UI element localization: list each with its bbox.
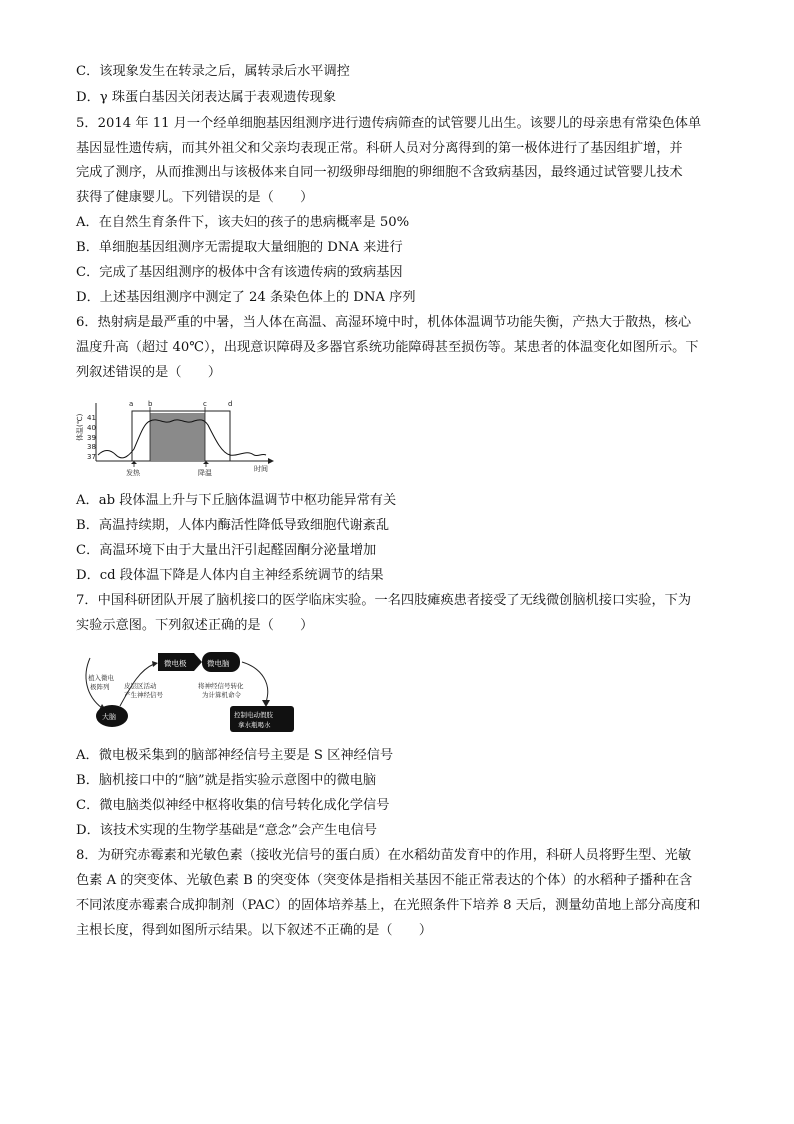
event-fever: 发热 xyxy=(126,469,140,477)
cortex-label-2: 产生神经信号 xyxy=(124,691,163,699)
point-label-b: b xyxy=(148,400,153,408)
brain-label: 大脑 xyxy=(102,713,116,721)
q5-stem-line2: 基因显性遗传病，而其外祖父和父亲均表现正常。科研人员对分离得到的第一极体进行了基因组扩增，并 xyxy=(76,141,683,156)
q8-stem-line4: 主根长度，得到如图所示结果。以下叙述不正确的是（ ） xyxy=(76,923,433,938)
body-temperature-figure xyxy=(78,397,278,477)
computer-label: 微电脑 xyxy=(207,659,230,668)
q7-stem-line1: 7．中国科研团队开展了脑机接口的医学临床实验。一名四肢瘫痪患者接受了无线微创脑机接口实验，下为 xyxy=(76,593,692,608)
convert-label-1: 将神经信号转化 xyxy=(198,682,244,690)
q5-option-c: C．完成了基因组测序的极体中含有该遗传病的致病基因 xyxy=(76,265,403,280)
y-tick-38: 38 xyxy=(87,443,96,451)
event-cooling: 降温 xyxy=(198,469,212,477)
q7-option-b: B．脑机接口中的“脑”就是指实验示意图中的微电脑 xyxy=(76,773,377,788)
q5-option-b: B．单细胞基因组测序无需提取大量细胞的 DNA 来进行 xyxy=(76,240,403,255)
point-label-a: a xyxy=(129,400,134,408)
cortex-label-1: 皮层区活动 xyxy=(124,682,157,690)
q5-option-d: D．上述基因组测序中测定了 24 条染色体上的 DNA 序列 xyxy=(76,290,416,305)
implant-label-2: 极阵列 xyxy=(90,683,110,691)
q8-stem-line2: 色素 A 的突变体、光敏色素 B 的突变体（突变体是指相关基因不能正常表达的个体）的水稻种子播种在含 xyxy=(76,873,693,888)
point-label-d: d xyxy=(228,400,233,408)
y-tick-40: 40 xyxy=(87,424,96,432)
point-label-c: c xyxy=(203,400,207,408)
control-label-1: 控制电动假肢 xyxy=(234,711,273,719)
q8-stem-line1: 8．为研究赤霉素和光敏色素（接收光信号的蛋白质）在水稻幼苗发育中的作用，科研人员将野生型、光敏 xyxy=(76,848,692,863)
q7-option-a: A．微电极采集到的脑部神经信号主要是 S 区神经信号 xyxy=(76,748,394,763)
y-tick-41: 41 xyxy=(87,414,96,422)
q5-stem-line3: 完成了测序，从而推测出与该极体来自同一初级卵母细胞的卵细胞不含致病基因，最终通过试管婴儿技术 xyxy=(76,165,683,180)
q5-option-a: A．在自然生育条件下，该夫妇的孩子的患病概率是 50% xyxy=(76,215,410,230)
bci-schematic-figure xyxy=(80,648,310,738)
q6-stem-line3: 列叙述错误的是（ ） xyxy=(76,365,222,380)
implant-label-1: 植入微电 xyxy=(88,674,114,682)
q6-option-b: B．高温持续期，人体内酶活性降低导致细胞代谢紊乱 xyxy=(76,518,390,533)
option-c-q4: C．该现象发生在转录之后，属转录后水平调控 xyxy=(76,64,350,79)
y-tick-37: 37 xyxy=(87,453,96,461)
q6-stem-line1: 6．热射病是最严重的中暑，当人体在高温、高湿环境中时，机体体温调节功能失衡，产热大于散热，核心 xyxy=(76,315,692,330)
q7-option-d: D．该技术实现的生物学基础是“意念”会产生电信号 xyxy=(76,823,377,838)
q6-option-d: D．cd 段体温下降是人体内自主神经系统调节的结果 xyxy=(76,568,384,583)
q6-option-c: C．高温环境下由于大量出汗引起醛固酮分泌量增加 xyxy=(76,543,377,558)
q6-option-a: A．ab 段体温上升与下丘脑体温调节中枢功能异常有关 xyxy=(76,493,397,508)
convert-label-2: 为计算机命令 xyxy=(202,691,241,699)
q7-stem-line2: 实验示意图。下列叙述正确的是（ ） xyxy=(76,618,314,633)
y-tick-39: 39 xyxy=(87,434,96,442)
q6-stem-line2: 温度升高（超过 40℃），出现意识障碍及多器官系统功能障碍甚至损伤等。某患者的体温变化如图所示。下 xyxy=(76,340,699,355)
control-label-2: 拿水瓶喝水 xyxy=(238,721,271,729)
option-d-q4: D．γ 珠蛋白基因关闭表达属于表观遗传现象 xyxy=(76,90,337,105)
q7-option-c: C．微电脑类似神经中枢将收集的信号转化成化学信号 xyxy=(76,798,390,813)
y-axis-label: 体温(℃) xyxy=(76,413,84,441)
q5-stem-line1: 5．2014 年 11 月一个经单细胞基因组测序进行遗传病筛查的试管婴儿出生。该婴儿的母亲患有常染色体单 xyxy=(76,116,702,131)
q5-stem-line4: 获得了健康婴儿。下列错误的是（ ） xyxy=(76,190,314,205)
electrode-label: 微电极 xyxy=(164,659,187,668)
q8-stem-line3: 不同浓度赤霉素合成抑制剂（PAC）的固体培养基上，在光照条件下培养 8 天后，测量幼苗地上部分高度和 xyxy=(76,898,701,913)
x-axis-label: 时间 xyxy=(254,465,268,473)
